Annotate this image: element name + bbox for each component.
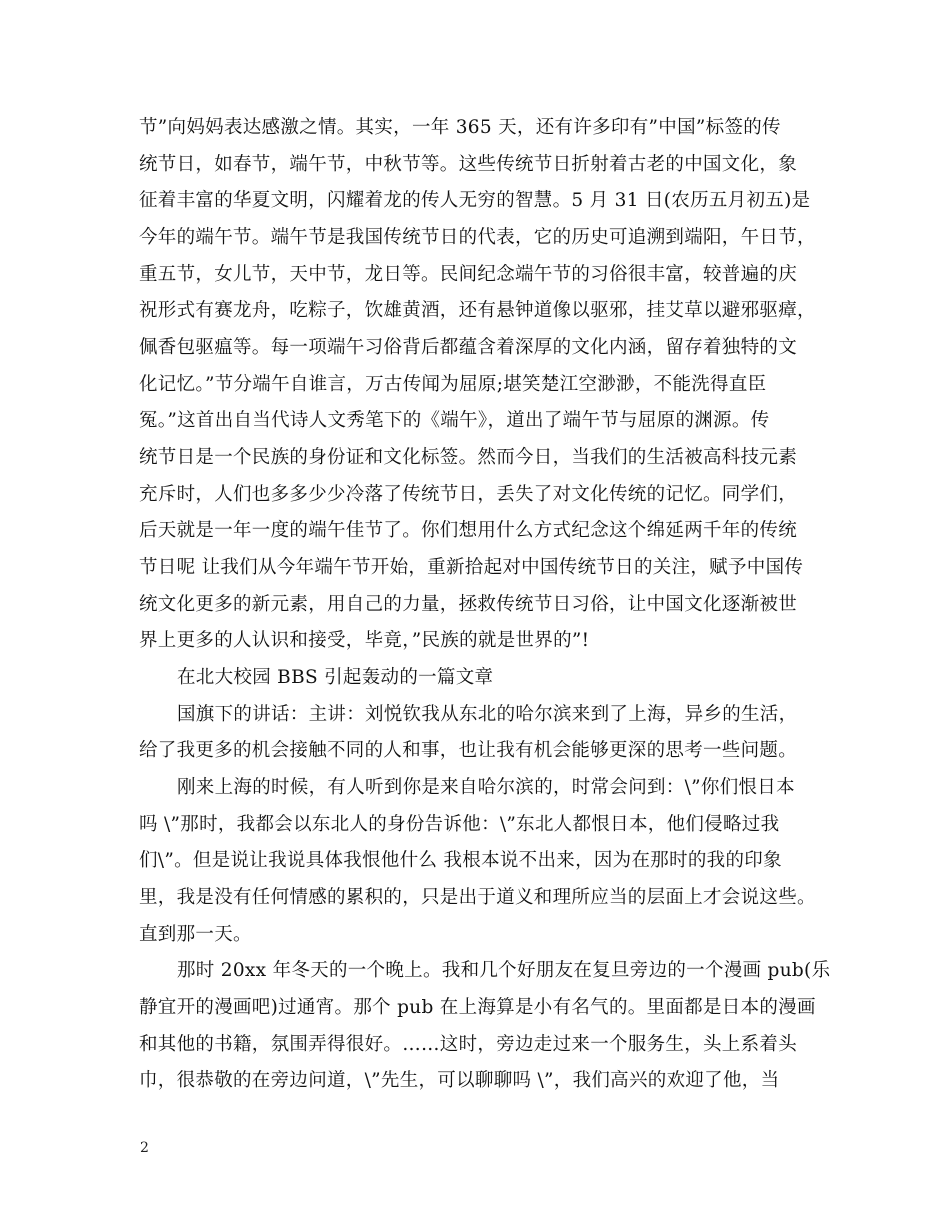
text-line: 化记忆。”节分端午自谁言，万古传闻为屈原;堪笑楚江空渺渺，不能洗得直臣 (139, 374, 767, 395)
text-line: 巾，很恭敬的在旁边问道，\”先生，可以聊聊吗 \”，我们高兴的欢迎了他，当 (139, 1070, 780, 1091)
text-line: 后天就是一年一度的端午佳节了。你们想用什么方式纪念这个绵延两千年的传统 (139, 520, 798, 541)
text-line: 那时 20xx 年冬天的一个晚上。我和几个好朋友在复旦旁边的一个漫画 pub(乐 (177, 960, 831, 981)
text-line: 重五节，女儿节，天中节，龙日等。民间纪念端午节的习俗很丰富，较普遍的庆 (139, 264, 798, 285)
text-line: 给了我更多的机会接触不同的人和事，也让我有机会能够更深的思考一些问题。 (139, 740, 798, 761)
text-line: 冤。”这首出自当代诗人文秀笔下的《端午》，道出了端午节与屈原的渊源。传 (139, 410, 770, 431)
text-line: 国旗下的讲话：主讲：刘悦钦我从东北的哈尔滨来到了上海，异乡的生活， (177, 704, 798, 725)
text-line: 统节日是一个民族的身份证和文化标签。然而今日，当我们的生活被高科技元素 (139, 447, 798, 468)
text-line: 直到那一天。 (139, 924, 252, 945)
text-line: 界上更多的人认识和接受，毕竟，”民族的就是世界的”! (139, 630, 590, 651)
text-line: 刚来上海的时候，有人听到你是来自哈尔滨的，时常会问到：\”你们恨日本 (177, 777, 795, 798)
text-line: 祝形式有赛龙舟，吃粽子，饮雄黄酒，还有悬钟道像以驱邪，挂艾草以避邪驱瘴， (139, 300, 816, 321)
text-line: 充斥时，人们也多多少少冷落了传统节日，丢失了对文化传统的记忆。同学们， (139, 484, 798, 505)
section-heading: 在北大校园 BBS 引起轰动的一篇文章 (177, 667, 494, 688)
text-line: 吗 \”那时，我都会以东北人的身份告诉他：\”东北人都恨日本，他们侵略过我 (139, 814, 780, 835)
page-number: 2 (140, 1140, 149, 1156)
text-line: 统文化更多的新元素，用自己的力量，拯救传统节日习俗，让中国文化逐渐被世 (139, 594, 798, 615)
text-line: 节日呢 让我们从今年端午节开始，重新拾起对中国传统节日的关注，赋予中国传 (139, 557, 804, 578)
text-line: 节”向妈妈表达感激之情。其实，一年 365 天，还有许多印有”中国”标签的传 (139, 117, 781, 138)
text-line: 征着丰富的华夏文明，闪耀着龙的传人无穷的智慧。5 月 31 日(农历五月初五)是 (139, 190, 811, 211)
text-line: 统节日，如春节，端午节，中秋节等。这些传统节日折射着古老的中国文化，象 (139, 154, 798, 175)
text-line: 和其他的书籍，氛围弄得很好。……这时，旁边走过来一个服务生，头上系着头 (139, 1034, 798, 1055)
text-line: 今年的端午节。端午节是我国传统节日的代表，它的历史可追溯到端阳，午日节， (139, 227, 816, 248)
text-line: 静宜开的漫画吧)过通宵。那个 pub 在上海算是小有名气的。里面都是日本的漫画 (139, 997, 816, 1018)
text-line: 里，我是没有任何情感的累积的，只是出于道义和理所应当的层面上才会说这些。 (139, 887, 816, 908)
text-line: 们\”。但是说让我说具体我恨他什么 我根本说不出来，因为在那时的我的印象 (139, 850, 782, 871)
text-line: 佩香包驱瘟等。每一项端午习俗背后都蕴含着深厚的文化内涵，留存着独特的文 (139, 337, 798, 358)
